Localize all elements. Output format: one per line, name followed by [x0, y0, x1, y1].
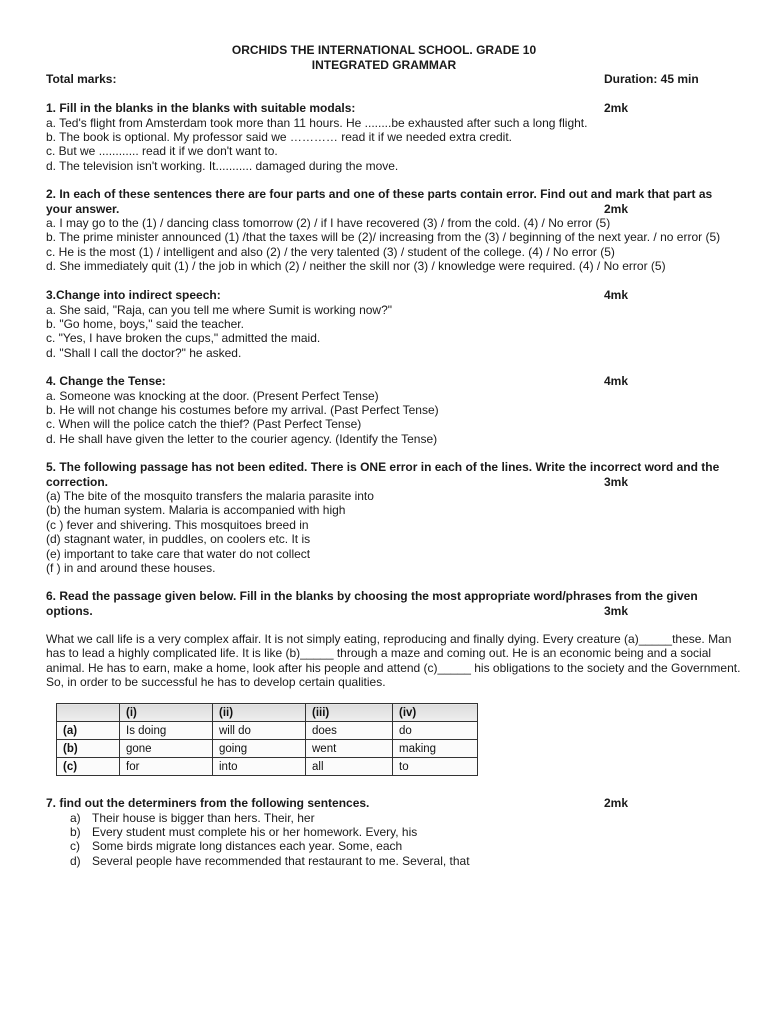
- question-5-line-b: (b) the human system. Malaria is accompanied with high: [46, 503, 346, 518]
- list-item-label: c): [70, 839, 80, 854]
- table-header-cell: (i): [120, 704, 213, 722]
- table-cell: does: [306, 722, 393, 740]
- question-1-title: [46, 101, 726, 116]
- question-6-marks: 3mk: [604, 603, 629, 618]
- question-3-item-d: d. "Shall I call the doctor?" he asked.: [46, 345, 242, 360]
- question-7-list: [70, 811, 726, 869]
- passage-line-4: So, in order to be successful he has to develop certain qualities.: [46, 675, 386, 690]
- question-7-text: 7. find out the determiners from the following sentences.: [46, 796, 370, 810]
- question-4-item-a: a. Someone was knocking at the door. (Present Perfect Tense): [46, 388, 379, 403]
- question-7-title: [46, 796, 726, 811]
- question-1-item-c: c. But we ............ read it if we don't want to.: [46, 144, 278, 159]
- list-item: [70, 854, 726, 868]
- question-1-marks: 2mk: [604, 101, 629, 115]
- question-1-item-b: b. The book is optional. My professor said we ………… read it if we needed extra credit.: [46, 129, 512, 144]
- question-5-title-part-c: error in each of the lines. Write the incorrect word and the: [386, 460, 720, 474]
- subject-title: INTEGRATED GRAMMAR: [311, 58, 457, 72]
- question-3-item-a: a. She said, "Raja, can you tell me where Sumit is working now?": [46, 302, 393, 317]
- question-3-item-b: b. "Go home, boys," said the teacher.: [46, 316, 244, 331]
- list-item: [70, 839, 726, 853]
- question-5-marks: 3mk: [604, 474, 629, 489]
- question-3: [46, 288, 726, 360]
- question-6: [46, 589, 726, 618]
- table-cell: for: [120, 758, 213, 776]
- question-6-title-line-1: 6. Read the passage given below. Fill in the blanks by choosing the most appropriate word/phrases from the given: [46, 589, 698, 603]
- question-2-item-b: b. The prime minister announced (1) /that the taxes will be (2)/ increasing from the (3) / beginning of the next year. / no error (5): [46, 230, 721, 245]
- table-cell: Is doing: [120, 722, 213, 740]
- question-3-marks: 4mk: [604, 288, 629, 302]
- duration-label: Duration: 45 min: [604, 72, 699, 86]
- passage-line-2: has to lead a highly complicated life. It is like (b)_____ through a maze and coming out. He is an economic being and a social: [46, 646, 712, 661]
- question-2-title-line-1: 2. In each of these sentences there are four parts and one of these parts contain error. Find out and mark that part as: [46, 187, 713, 201]
- options-table: [56, 703, 478, 776]
- question-5-title-line-1: [46, 460, 726, 475]
- list-item-text: Every student must complete his or her homework. Every, his: [92, 824, 418, 839]
- question-1-item-d: d. The television isn't working. It........... damaged during the move.: [46, 158, 399, 173]
- question-5-line-a: (a) The bite of the mosquito transfers the malaria parasite into: [46, 489, 374, 503]
- question-1-text: 1. Fill in the blanks in the blanks with suitable modals:: [46, 101, 356, 115]
- list-item-text: Some birds migrate long distances each year. Some, each: [92, 839, 403, 854]
- table-header-cell: (iii): [306, 704, 393, 722]
- total-marks-label: Total marks:: [46, 72, 117, 86]
- table-header-cell: (ii): [213, 704, 306, 722]
- question-7: [46, 796, 726, 868]
- question-5-line-f: (f ) in and around these houses.: [46, 561, 216, 576]
- table-cell: to: [393, 758, 478, 776]
- question-2-item-c: c. He is the most (1) / intelligent and also (2) / the very talented (3) / student of the college. (4) / No error (5): [46, 244, 615, 259]
- table-row: [57, 740, 478, 758]
- passage-line-1: What we call life is a very complex affair. It is not simply eating, reproducing and finally dying. Every creature (a)_____these. Man: [46, 632, 732, 646]
- question-4: [46, 374, 726, 446]
- question-5-line-e: (e) important to take care that water do not collect: [46, 546, 311, 561]
- table-cell: do: [393, 722, 478, 740]
- question-1: [46, 101, 726, 173]
- question-2-marks: 2mk: [604, 201, 629, 216]
- question-4-title: [46, 374, 726, 389]
- question-5-line-c: (c ) fever and shivering. This mosquitoes breed in: [46, 517, 309, 532]
- table-row: [57, 722, 478, 740]
- table-cell: into: [213, 758, 306, 776]
- question-4-text: 4. Change the Tense:: [46, 374, 166, 388]
- question-7-marks: 2mk: [604, 796, 629, 810]
- document-header: [0, 43, 768, 73]
- list-item: [70, 825, 726, 839]
- question-2-item-a: a. I may go to the (1) / dancing class tomorrow (2) / if I have recovered (3) / from the cold. (4) / No error (5): [46, 216, 611, 230]
- table-row: [57, 758, 478, 776]
- question-3-title: [46, 288, 726, 303]
- list-item-label: b): [70, 824, 81, 839]
- table-cell: (c): [57, 758, 120, 776]
- list-item-text: Several people have recommended that restaurant to me. Several, that: [92, 853, 470, 868]
- question-5-title: [46, 460, 726, 489]
- question-5-line-d: (d) stagnant water, in puddles, on coolers etc. It is: [46, 532, 311, 547]
- list-item: [70, 811, 726, 825]
- question-6-passage: [46, 632, 741, 690]
- question-6-title-line-2: options.: [46, 603, 93, 618]
- list-item-label: a): [70, 810, 81, 825]
- table-cell: gone: [120, 740, 213, 758]
- question-3-item-c: c. "Yes, I have broken the cups," admitted the maid.: [46, 331, 321, 346]
- question-4-item-d: d. He shall have given the letter to the courier agency. (Identify the Tense): [46, 431, 438, 446]
- school-title: ORCHIDS THE INTERNATIONAL SCHOOL. GRADE 10: [231, 43, 537, 57]
- table-cell: (b): [57, 740, 120, 758]
- question-2: [46, 187, 726, 274]
- table-cell: all: [306, 758, 393, 776]
- question-5: [46, 460, 726, 575]
- question-2-item-d: d. She immediately quit (1) / the job in which (2) / neither the skill nor (3) / knowledge were required. (4) / No error (5): [46, 259, 666, 274]
- question-6-title: [46, 589, 726, 618]
- table-header-cell: (iv): [393, 704, 478, 722]
- list-item-text: Their house is bigger than hers. Their, her: [92, 810, 315, 825]
- question-2-title-line-2: your answer.: [46, 201, 120, 216]
- passage-line-3: animal. He has to earn, make a home, look after his people and attend (c)_____ his obligations to the society and the Government.: [46, 660, 741, 675]
- question-4-item-b: b. He will not change his costumes before my arrival. (Past Perfect Tense): [46, 402, 439, 417]
- question-5-title-line-2: correction.: [46, 474, 109, 489]
- question-1-item-a: a. Ted's flight from Amsterdam took more than 11 hours. He ........be exhausted after such a long flight.: [46, 115, 588, 130]
- question-2-title: [46, 187, 726, 216]
- question-5-title-part-a: 5. The following passage has not been edited. There is: [46, 460, 361, 474]
- table-cell: going: [213, 740, 306, 758]
- table-cell: went: [306, 740, 393, 758]
- table-header-cell: [57, 704, 120, 722]
- question-4-marks: 4mk: [604, 374, 629, 388]
- table-cell: will do: [213, 722, 306, 740]
- table-header-row: [57, 704, 478, 722]
- question-5-title-emphasis: ONE: [360, 460, 387, 474]
- question-3-text: 3.Change into indirect speech:: [46, 288, 221, 302]
- list-item-label: d): [70, 853, 81, 868]
- table-cell: (a): [57, 722, 120, 740]
- table-cell: making: [393, 740, 478, 758]
- question-4-item-c: c. When will the police catch the thief? (Past Perfect Tense): [46, 417, 362, 432]
